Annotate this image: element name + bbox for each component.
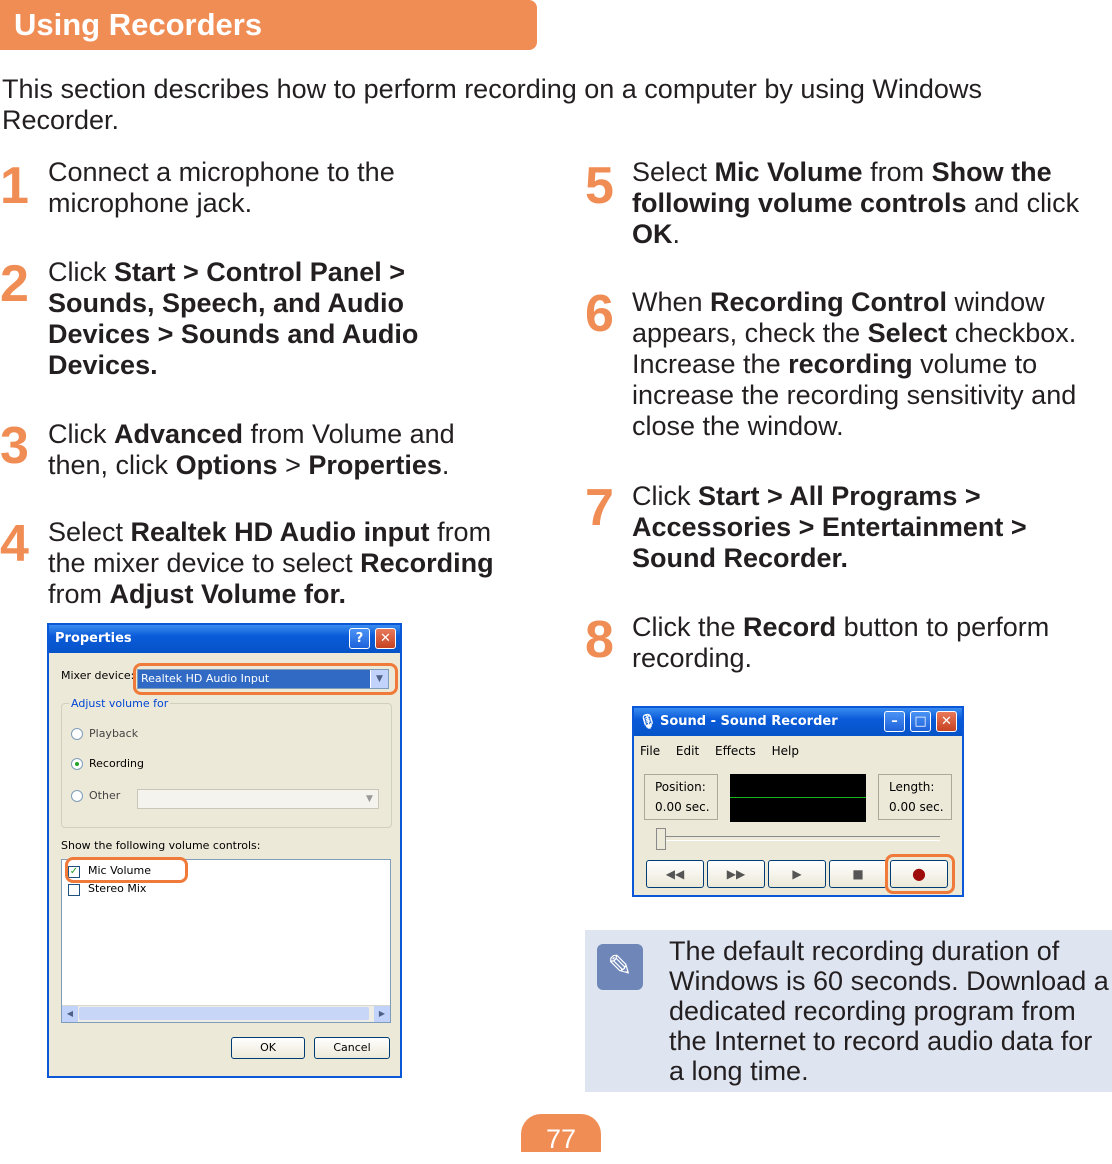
step-3-number: 3: [0, 417, 29, 475]
chevron-down-icon: ▼: [366, 794, 373, 804]
step-3-b1: Advanced: [114, 419, 244, 449]
step-5-post: .: [672, 219, 681, 249]
step-4-mid1: from the mixer device to select: [48, 517, 492, 578]
step-6-mid1: window appears, check the: [632, 287, 1045, 348]
rewind-button[interactable]: ◀◀: [646, 860, 704, 888]
playback-radio[interactable]: [71, 728, 83, 740]
step-8-pre: Click the: [632, 612, 744, 642]
step-4-b1: Realtek HD Audio input: [130, 517, 430, 547]
step-3-pre: Click: [48, 419, 114, 449]
sound-recorder-window: [632, 706, 964, 897]
mixer-label: Mixer device:: [61, 669, 135, 682]
recording-radio[interactable]: [71, 758, 83, 770]
length-value: 0.00 sec.: [889, 800, 944, 814]
stereo-mix-label: Stereo Mix: [88, 882, 147, 895]
position-box: [644, 774, 718, 820]
step-6-pre: When: [632, 287, 711, 317]
waveform-display: [730, 774, 866, 822]
step-4-text: [48, 517, 534, 610]
close-button[interactable]: ✕: [375, 628, 396, 649]
stereo-mix-checkbox[interactable]: [68, 884, 80, 896]
menu-help[interactable]: Help: [771, 744, 799, 758]
step-2-text: [48, 257, 468, 381]
step-5-mid2: and click: [966, 188, 1080, 218]
length-label: Length:: [889, 780, 935, 794]
note-pencil-icon: ✎: [597, 944, 643, 990]
step-5-number: 5: [585, 157, 614, 215]
step-1-number: 1: [0, 157, 29, 215]
step-3-post: .: [441, 450, 450, 480]
step-3-mid2: >: [277, 450, 309, 480]
position-value: 0.00 sec.: [655, 800, 710, 814]
step-4-number: 4: [0, 515, 29, 573]
mic-volume-label: Mic Volume: [88, 864, 152, 877]
close-button[interactable]: ✕: [936, 711, 957, 732]
playback-label: Playback: [89, 727, 139, 740]
step-6-b3: recording: [788, 349, 913, 379]
horizontal-scrollbar[interactable]: [62, 1005, 390, 1022]
step-7-text: [632, 481, 1092, 574]
properties-dialog: [47, 623, 402, 1078]
step-6-mid2: checkbox. Increase the: [632, 318, 1077, 379]
play-button[interactable]: ▶: [768, 860, 826, 888]
step-4-mid2: from: [48, 579, 110, 609]
step-6-text: [632, 287, 1112, 442]
step-8-post: button to perform recording.: [632, 612, 1050, 673]
step-6-b1: Recording Control: [710, 287, 948, 317]
step-5-b2: Show the following volume controls: [632, 157, 1052, 218]
mic-volume-checkbox[interactable]: ✓: [69, 866, 79, 877]
position-label: Position:: [655, 780, 706, 794]
step-6-b2: Select: [867, 318, 948, 348]
recording-label: Recording: [89, 757, 145, 770]
help-button[interactable]: ?: [349, 628, 370, 649]
controls-list[interactable]: [61, 859, 391, 1023]
adjust-volume-label: Adjust volume for: [71, 697, 169, 710]
record-highlight: [885, 854, 955, 894]
step-5-b3: OK: [632, 219, 673, 249]
menu-edit[interactable]: Edit: [675, 744, 700, 758]
minimize-button[interactable]: –: [884, 711, 905, 732]
cancel-button[interactable]: Cancel: [314, 1037, 390, 1059]
recorder-titlebar: [634, 708, 962, 736]
step-5-b1: Mic Volume: [714, 157, 863, 187]
step-4-pre: Select: [48, 517, 131, 547]
other-select[interactable]: [137, 789, 379, 809]
menu-effects[interactable]: Effects: [715, 744, 756, 758]
length-box: [878, 774, 952, 820]
step-5-text: [632, 157, 1112, 250]
seek-track[interactable]: [658, 836, 940, 841]
other-radio[interactable]: [71, 790, 83, 802]
step-7-number: 7: [585, 479, 614, 537]
step-3-text: [48, 419, 508, 481]
step-2-path: Start > Control Panel > Sounds, Speech, and Audio Devices > Sounds and Audio Devices.: [48, 257, 419, 380]
controls-label: Show the following volume controls:: [61, 839, 261, 852]
recorder-title: Sound - Sound Recorder: [660, 714, 838, 729]
step-8-b1: Record: [743, 612, 837, 642]
page-number: 77: [521, 1114, 601, 1152]
note-box: [585, 930, 1112, 1092]
scroll-thumb[interactable]: [79, 1007, 369, 1020]
intro-text: This section describes how to perform recording on a computer by using Windows Recorder.: [2, 74, 982, 135]
step-1-text: Connect a microphone to the microphone jack.: [48, 157, 395, 218]
menu-bar: [640, 744, 799, 758]
step-4-b2: Recording: [360, 548, 494, 578]
step-4-b3: Adjust Volume for.: [109, 579, 347, 609]
mic-volume-highlight: [65, 857, 188, 883]
scroll-right-icon[interactable]: ▶: [374, 1006, 390, 1022]
ok-button[interactable]: OK: [231, 1037, 305, 1059]
properties-title: Properties: [55, 631, 132, 646]
step-8-text: [632, 612, 1102, 674]
step-3-mid1: from Volume and then, click: [48, 419, 455, 480]
step-8-number: 8: [585, 611, 614, 669]
step-5-mid1: from: [862, 157, 932, 187]
step-6-post: volume to increase the recording sensitivity and close the window.: [632, 349, 1077, 441]
mixer-value: Realtek HD Audio Input: [138, 670, 370, 688]
properties-titlebar: [49, 625, 400, 653]
step-3-b3: Properties: [308, 450, 442, 480]
scroll-left-icon[interactable]: ◀: [62, 1006, 78, 1022]
other-label: Other: [89, 789, 121, 802]
note-text: The default recording duration of Windows is 60 seconds. Download a dedicated recording program from the Internet to record audio data for a long time.: [669, 936, 1109, 1086]
seek-thumb[interactable]: [656, 828, 666, 850]
mixer-highlight: [133, 663, 398, 695]
waveform-line: [730, 797, 866, 798]
step-7-path: Start > All Programs > Accessories > Entertainment > Sound Recorder.: [632, 481, 1027, 573]
chevron-down-icon[interactable]: ▼: [371, 670, 388, 688]
step-6-number: 6: [585, 285, 614, 343]
maximize-button[interactable]: □: [910, 711, 931, 732]
record-button[interactable]: ●: [890, 860, 948, 888]
step-7-pre: Click: [632, 481, 698, 511]
fast-forward-button[interactable]: ▶▶: [707, 860, 765, 888]
menu-file[interactable]: File: [640, 744, 661, 758]
step-3-b2: Options: [175, 450, 278, 480]
stop-button[interactable]: ■: [829, 860, 887, 888]
section-header: Using Recorders: [0, 0, 537, 50]
step-2-number: 2: [0, 255, 29, 313]
step-5-pre: Select: [632, 157, 715, 187]
step-2-pre: Click: [48, 257, 114, 287]
microphone-icon: 🎙: [639, 714, 657, 730]
